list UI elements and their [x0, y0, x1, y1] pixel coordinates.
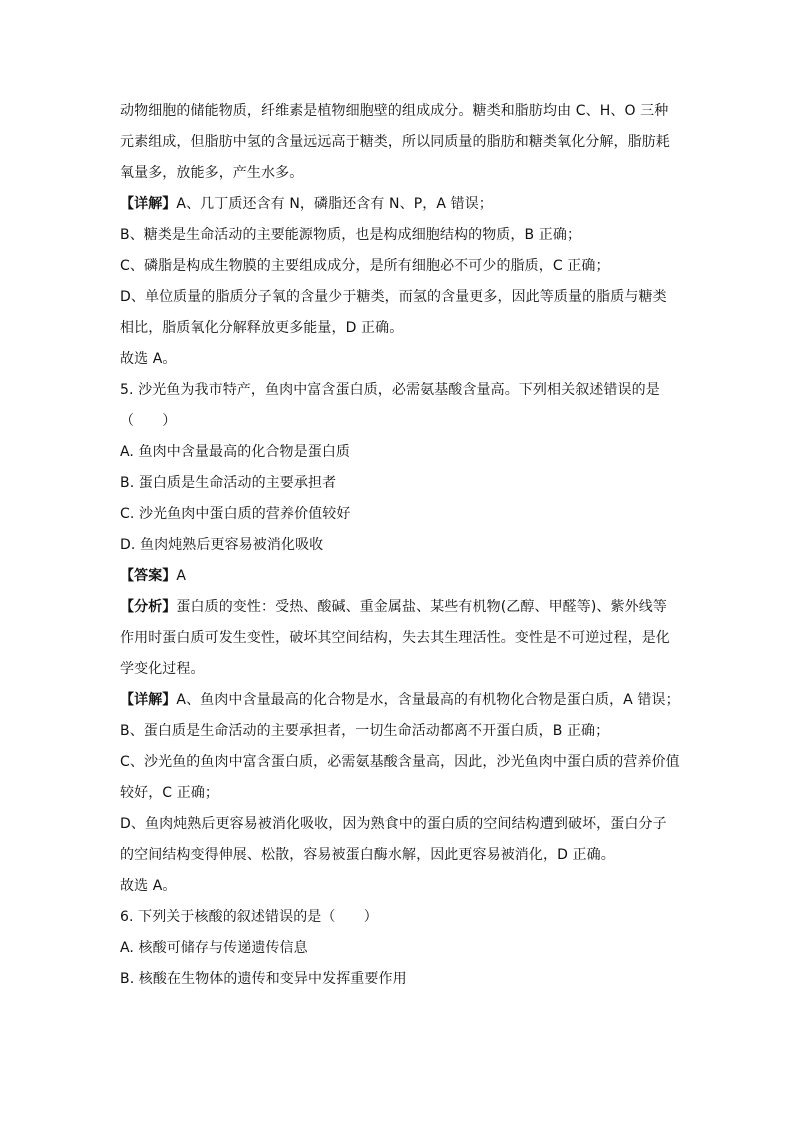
q5-detail-a [120, 685, 680, 716]
q4-detail-c: C、磷脂是构成生物膜的主要组成成分，是所有细胞必不可少的脂质，C 正确； [120, 258, 610, 274]
detail-label: 【详解】 [120, 196, 177, 212]
q5-option-a: A. 鱼肉中含量最高的化合物是蛋白质 [120, 444, 351, 460]
q6-option-a: A. 核酸可储存与传递遗传信息 [120, 940, 308, 956]
q4-choose: 故选 A。 [120, 351, 177, 367]
q5-answer-text: A [176, 568, 187, 584]
q5-stem: 5. 沙光鱼为我市特产，鱼肉中富含蛋白质，必需氨基酸含量高。下列相关叙述错误的是（ ） [120, 382, 660, 429]
q5-detail-d: D、鱼肉炖熟后更容易被消化吸收，因为熟食中的蛋白质的空间结构遭到破坏，蛋白分子的空间结构变得伸展、松散，容易被蛋白酶水解，因此更容易被消化，D 正确。 [120, 816, 667, 863]
q5-detail-c: C、沙光鱼的鱼肉中富含蛋白质，必需氨基酸含量高，因此，沙光鱼肉中蛋白质的营养价值较好，C 正确； [120, 754, 680, 801]
analysis-label: 【分析】 [120, 599, 177, 615]
q5-analysis-text: 蛋白质的变性：受热、酸碱、重金属盐、某些有机物(乙醇、甲醛等)、紫外线等作用时蛋白质可发生变性，破坏其空间结构，失去其生理活性。变性是不可逆过程，是化学变化过程。 [120, 599, 670, 677]
q5-analysis [120, 592, 680, 685]
detail-label: 【详解】 [120, 692, 177, 708]
q5-detail-b: B、蛋白质是生命活动的主要承担者，一切生命活动都离不开蛋白质，B 正确； [120, 723, 610, 739]
q4-detail-d: D、单位质量的脂质分子氧的含量少于糖类，而氢的含量更多，因此等质量的脂质与糖类相比，脂质氧化分解释放更多能量，D 正确。 [120, 289, 667, 336]
q4-detail-b: B、糖类是生命活动的主要能源物质，也是构成细胞结构的物质，B 正确； [120, 227, 582, 243]
q5-answer [120, 561, 680, 592]
intro-paragraph: 动物细胞的储能物质，纤维素是植物细胞壁的组成成分。糖类和脂肪均由 C、H、O 三种元素组成，但脂肪中氢的含量远远高于糖类，所以同质量的脂肪和糖类氧化分解，脂肪耗氧量多，放能多，产生水多。 [120, 103, 670, 181]
q6-option-b: B. 核酸在生物体的遗传和变异中发挥重要作用 [120, 971, 407, 987]
q5-choose: 故选 A。 [120, 878, 177, 894]
answer-label: 【答案】 [120, 568, 177, 584]
q5-option-b: B. 蛋白质是生命活动的主要承担者 [120, 475, 337, 491]
q4-detail-a [120, 189, 680, 220]
q5-option-c: C. 沙光鱼肉中蛋白质的营养价值较好 [120, 506, 351, 522]
q4-detail-a-text: A、几丁质还含有 N，磷脂还含有 N、P，A 错误； [176, 196, 493, 212]
document-content [120, 96, 680, 995]
q6-stem: 6. 下列关于核酸的叙述错误的是（ ） [120, 909, 378, 925]
q5-option-d: D. 鱼肉炖熟后更容易被消化吸收 [120, 537, 324, 553]
q5-detail-a-text: A、鱼肉中含量最高的化合物是水，含量最高的有机物化合物是蛋白质，A 错误； [176, 692, 680, 708]
